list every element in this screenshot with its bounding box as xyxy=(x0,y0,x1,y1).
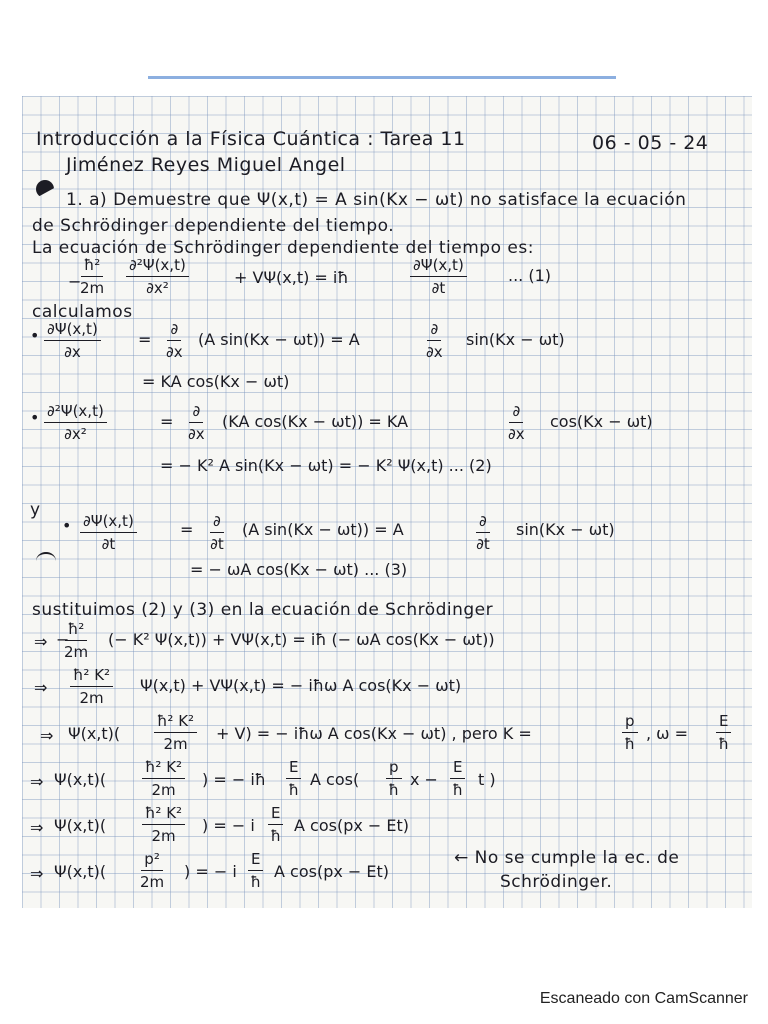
eq1-minus: − xyxy=(68,272,82,291)
eq1-frac-d2psi-num: ∂²Ψ(x,t) xyxy=(126,258,189,277)
eqC-frac-lhs-num: ∂Ψ(x,t) xyxy=(80,514,137,533)
eqB-frac-lhs-num: ∂²Ψ(x,t) xyxy=(44,404,107,423)
eqA-tail: sin(Kx − ωt) xyxy=(466,330,565,349)
subst-row3-frac-den: 2m xyxy=(163,735,188,753)
subst-row3-tail: + V) = − iħω A cos(Kx − ωt) , pero K = xyxy=(216,724,532,743)
eq1-frac-hbar-num: ħ² xyxy=(81,258,103,277)
scanner-watermark: Escaneado con CamScanner xyxy=(539,990,748,1007)
eqA-frac-lhs xyxy=(44,322,101,360)
subst-row6-frac-num: p² xyxy=(141,852,163,871)
subst-row5-frac-den: 2m xyxy=(151,827,176,845)
scan-edge-band xyxy=(148,76,616,79)
subst-row4-e-den: ħ xyxy=(288,781,299,799)
subst-row5-e-den: ħ xyxy=(270,827,281,845)
eqA-equals: = xyxy=(138,330,152,349)
eqC-tail: sin(Kx − ωt) xyxy=(516,520,615,539)
eqB-equals: = xyxy=(160,412,174,431)
eqC-middle: (A sin(Kx − ωt)) = A xyxy=(242,520,404,539)
eqB-frac-op2 xyxy=(508,404,525,442)
subst-row2-frac xyxy=(70,668,113,706)
eqA-frac-op xyxy=(166,322,183,360)
subst-label: sustituimos (2) y (3) en la ecuación de Schrödinger xyxy=(32,600,494,620)
subst-row6-arrow: ⇒ xyxy=(30,864,44,883)
subst-row1-frac xyxy=(64,622,88,660)
subst-row3-w-num: E xyxy=(716,714,731,733)
subst-row6-e-frac xyxy=(248,852,263,890)
subst-row4-e2-den: ħ xyxy=(452,781,463,799)
eqB-tail: cos(Kx − ωt) xyxy=(550,412,653,431)
subst-row3-k-frac xyxy=(622,714,638,752)
subst-row4-p-frac xyxy=(386,760,402,798)
subst-row4-x: x − xyxy=(410,770,438,789)
eq1-frac-hbar-den: 2m xyxy=(80,279,105,297)
subst-row3-k-num: p xyxy=(622,714,638,733)
subst-row1-frac-den: 2m xyxy=(64,643,89,661)
eqA-result: = KA cos(Kx − ωt) xyxy=(142,372,290,391)
subst-row6-frac xyxy=(140,852,164,890)
eqA-bullet: • xyxy=(30,326,40,345)
eq1-frac-dpsi-dt-num: ∂Ψ(x,t) xyxy=(410,258,467,277)
subst-row6-pre: Ψ(x,t)( xyxy=(54,862,107,881)
eqB-result: = − K² A sin(Kx − ωt) = − K² Ψ(x,t) ... (2) xyxy=(160,456,492,475)
conclusion-note-1: ← No se cumple la ec. de xyxy=(454,848,680,868)
eqB-frac-op2-den: ∂x xyxy=(508,425,525,443)
eqA-frac-op2-num: ∂ xyxy=(427,322,441,341)
eqC-frac-op-den: ∂t xyxy=(210,535,224,553)
subst-row1-frac-num: ħ² xyxy=(65,622,87,641)
subst-row4-frac xyxy=(142,760,185,798)
subst-row3-w-den: ħ xyxy=(718,735,729,753)
subst-row4-e2-num: E xyxy=(450,760,465,779)
subst-row3-arrow: ⇒ xyxy=(40,726,54,745)
eqA-frac-op-num: ∂ xyxy=(167,322,181,341)
subst-row6-e-den: ħ xyxy=(250,873,261,891)
eq1-middle: + VΨ(x,t) = iħ xyxy=(234,268,349,287)
problem-line-1: 1. a) Demuestre que Ψ(x,t) = A sin(Kx − ωt) no satisface la ecuación xyxy=(66,190,687,210)
eqC-equals: = xyxy=(180,520,194,539)
eqC-frac-lhs xyxy=(80,514,137,552)
subst-row1-tail: (− K² Ψ(x,t)) + VΨ(x,t) = iħ (− ωA cos(Kx − ωt)) xyxy=(108,630,495,649)
eq1-frac-dpsi-dt-den: ∂t xyxy=(431,279,446,297)
subst-row4-e-frac xyxy=(286,760,301,798)
subst-row2-tail: Ψ(x,t) + VΨ(x,t) = − iħω A cos(Kx − ωt) xyxy=(140,676,462,695)
subst-row6-mid: ) = − i xyxy=(184,862,237,881)
eqC-bullet: • xyxy=(62,516,72,535)
subst-row6-frac-den: 2m xyxy=(140,873,165,891)
page-date: 06 - 05 - 24 xyxy=(592,132,709,154)
calc-label: calculamos xyxy=(32,302,133,322)
subst-row3-pre: Ψ(x,t)( xyxy=(68,724,121,743)
subst-row3-w-frac xyxy=(716,714,731,752)
problem-line-2: de Schrödinger dependiente del tiempo. xyxy=(32,216,395,236)
page-title: Introducción a la Física Cuántica : Tarea 11 xyxy=(36,128,466,150)
subst-row4-e-num: E xyxy=(286,760,301,779)
subst-row5-tail: A cos(px − Et) xyxy=(294,816,410,835)
eqA-middle: (A sin(Kx − ωt)) = A xyxy=(198,330,360,349)
subst-row4-mid2: A cos( xyxy=(310,770,360,789)
conjunction-y: y xyxy=(30,500,41,520)
subst-row5-pre: Ψ(x,t)( xyxy=(54,816,107,835)
subst-row5-mid: ) = − i xyxy=(202,816,255,835)
eqA-frac-lhs-num: ∂Ψ(x,t) xyxy=(44,322,101,341)
eq1-tag: ... (1) xyxy=(508,266,552,285)
eqC-result: = − ωA cos(Kx − ωt) ... (3) xyxy=(190,560,408,579)
eqB-frac-lhs xyxy=(44,404,107,442)
eqC-frac-lhs-den: ∂t xyxy=(101,535,116,553)
eqC-frac-op2-num: ∂ xyxy=(476,514,490,533)
subst-row3-frac xyxy=(154,714,197,752)
problem-line-3: La ecuación de Schrödinger dependiente del tiempo es: xyxy=(32,238,534,258)
eqA-frac-op2 xyxy=(426,322,443,360)
eqA-frac-op-den: ∂x xyxy=(166,343,183,361)
subst-row5-frac xyxy=(142,806,185,844)
eqB-frac-lhs-den: ∂x² xyxy=(64,425,87,443)
subst-row4-arrow: ⇒ xyxy=(30,772,44,791)
subst-row3-k-den: ħ xyxy=(624,735,635,753)
subst-row5-frac-num: ħ² K² xyxy=(142,806,185,825)
subst-row5-e-frac xyxy=(268,806,283,844)
eqB-frac-op xyxy=(188,404,205,442)
subst-row4-pre: Ψ(x,t)( xyxy=(54,770,107,789)
subst-row3-omega: , ω = xyxy=(646,724,689,743)
eqB-frac-op2-num: ∂ xyxy=(509,404,523,423)
eqB-middle: (KA cos(Kx − ωt)) = KA xyxy=(222,412,409,431)
subst-row3-frac-num: ħ² K² xyxy=(154,714,197,733)
eq1-frac-d2psi xyxy=(126,258,189,296)
subst-row1-arrow: ⇒ xyxy=(34,632,48,651)
eq1-frac-dpsi-dt xyxy=(410,258,467,296)
subst-row6-e-num: E xyxy=(248,852,263,871)
subst-row5-e-num: E xyxy=(268,806,283,825)
subst-row2-arrow: ⇒ xyxy=(34,678,48,697)
eqB-frac-op-den: ∂x xyxy=(188,425,205,443)
subst-row4-frac-num: ħ² K² xyxy=(142,760,185,779)
subst-row2-frac-num: ħ² K² xyxy=(70,668,113,687)
conclusion-note-2: Schrödinger. xyxy=(500,872,613,892)
eqC-frac-op2 xyxy=(476,514,490,552)
subst-row4-frac-den: 2m xyxy=(151,781,176,799)
eqC-frac-op2-den: ∂t xyxy=(476,535,490,553)
eqA-frac-lhs-den: ∂x xyxy=(64,343,81,361)
subst-row4-p-num: p xyxy=(386,760,402,779)
subst-row4-mid: ) = − iħ xyxy=(202,770,266,789)
eqB-frac-op-num: ∂ xyxy=(189,404,203,423)
subst-row6-tail: A cos(px − Et) xyxy=(274,862,390,881)
eqC-frac-op xyxy=(210,514,224,552)
eqA-frac-op2-den: ∂x xyxy=(426,343,443,361)
eq1-frac-d2psi-den: ∂x² xyxy=(146,279,169,297)
eqB-bullet: • xyxy=(30,408,40,427)
eq1-frac-hbar xyxy=(80,258,104,296)
subst-row4-e2-frac xyxy=(450,760,465,798)
subst-row2-frac-den: 2m xyxy=(79,689,104,707)
author-name: Jiménez Reyes Miguel Angel xyxy=(66,154,346,176)
eqC-frac-op-num: ∂ xyxy=(210,514,224,533)
subst-row4-p-den: ħ xyxy=(388,781,399,799)
subst-row5-arrow: ⇒ xyxy=(30,818,44,837)
subst-row1-minus: − xyxy=(56,630,70,649)
subst-row4-tail: t ) xyxy=(478,770,496,789)
page-margin-mark xyxy=(36,552,56,570)
